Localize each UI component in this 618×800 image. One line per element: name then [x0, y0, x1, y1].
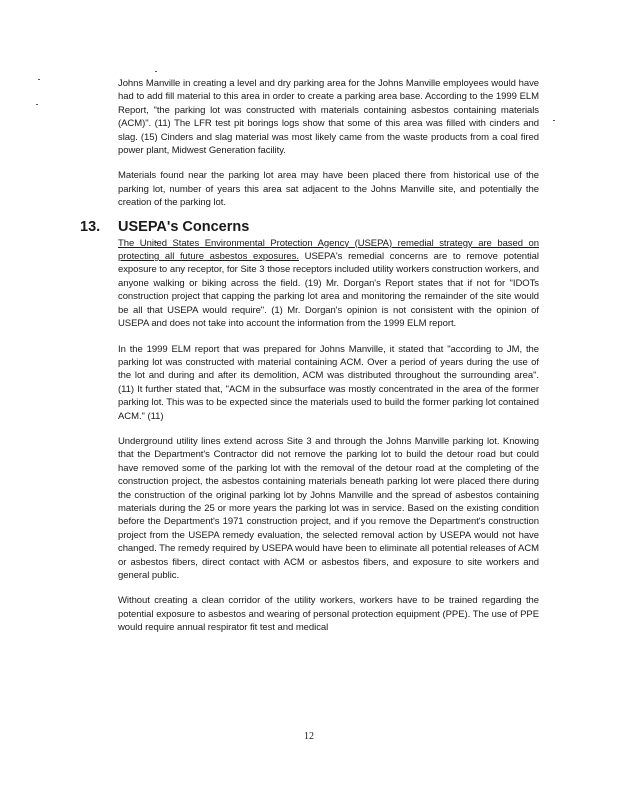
paragraph-utility-lines: Underground utility lines extend across Site 3 and through the Johns Manville parking lot. Knowing that the Department's Contractor did not remove the parking lot to build the detour road but could have removed some of the parking lot with the removal of the detour road at the completing of the construction project, the asbestos containing materials beneath parking lot were placed there during the construction of the original parking lot by Johns Manville and the spread of asbestos containing materials during the 25 or more years the parking lot was in service. Based on the existing condition before the Department's 1971 construction project, and if you remove the Department's construction project from the USEPA remedy evaluation, the selected removal action by USEPA would not have changed. The remedy required by USEPA would have been to eliminate all potential releases of ACM or asbestos fibers, direct contact with ACM or asbestos fibers, and exposure to site workers and general public. [118, 435, 539, 581]
document-body [80, 77, 539, 635]
scan-speck [155, 71, 157, 72]
paragraph-usepa-strategy [118, 237, 539, 331]
page-number: 12 [304, 731, 314, 742]
section-heading [80, 218, 539, 237]
paragraph-elm-report: In the 1999 ELM report that was prepared for Johns Manville, it stated that "according to JM, the parking lot was constructed with material containing ACM. Over a period of years during the use of the lot and during and after its demolition, ACM was distributed throughout the surrounding area". (11) It further stated that, "ACM in the subsurface was mostly concentrated in the area of the former parking lot. This was to be expected since the materials used to build the former parking lot contained ACM." (11) [118, 343, 539, 422]
section-number: 13. [80, 218, 101, 235]
scan-speck [553, 120, 555, 121]
paragraph-clean-corridor: Without creating a clean corridor of the utility workers, workers have to be trained regarding the potential exposure to asbestos and wearing of personal protection equipment (PPE). The use of PPE would require annual respirator fit test and medical [118, 595, 539, 634]
paragraph-materials-found: Materials found near the parking lot area may have been placed there from historical use of the parking lot, number of years this area sat adjacent to the Johns Manville site, and potentially the creation of the parking lot. [118, 170, 539, 209]
paragraph-fill-material: Johns Manville in creating a level and dry parking area for the Johns Manville employees would have had to add fill material to this area in order to create a parking area base. According to the 1999 ELM Report, "the parking lot was constructed with materials containing asbestos containing materials (ACM)". (11) The LFR test pit borings logs show that some of this area was filled with cinders and slag. (15) Cinders and slag material was most likely came from the waste products from a coal fired power plant, Midwest Generation facility. [118, 78, 539, 157]
scan-speck [36, 104, 38, 105]
underlined-statement: The United States Environmental Protection Agency (USEPA) remedial strategy are based on protecting all future asbestos exposures. [118, 237, 539, 263]
scan-speck [38, 79, 40, 80]
section-title: USEPA's Concerns [118, 218, 250, 235]
paragraph-usepa-strategy-rest: USEPA's remedial concerns are to remove potential exposure to any receptor, for Site 3 those receptors included utility workers construction workers, and anyone walking or biking across the field. (19) Mr. Dorgan's Report states that if not for "IDOTs construction project that capping the parking lot area and monitoring the remainder of the site would be all that USEPA would require". (1) Mr. Dorgan's opinion is not consistent with the opinion of USEPA and does not take into account the information from the 1999 ELM report. [118, 251, 539, 330]
